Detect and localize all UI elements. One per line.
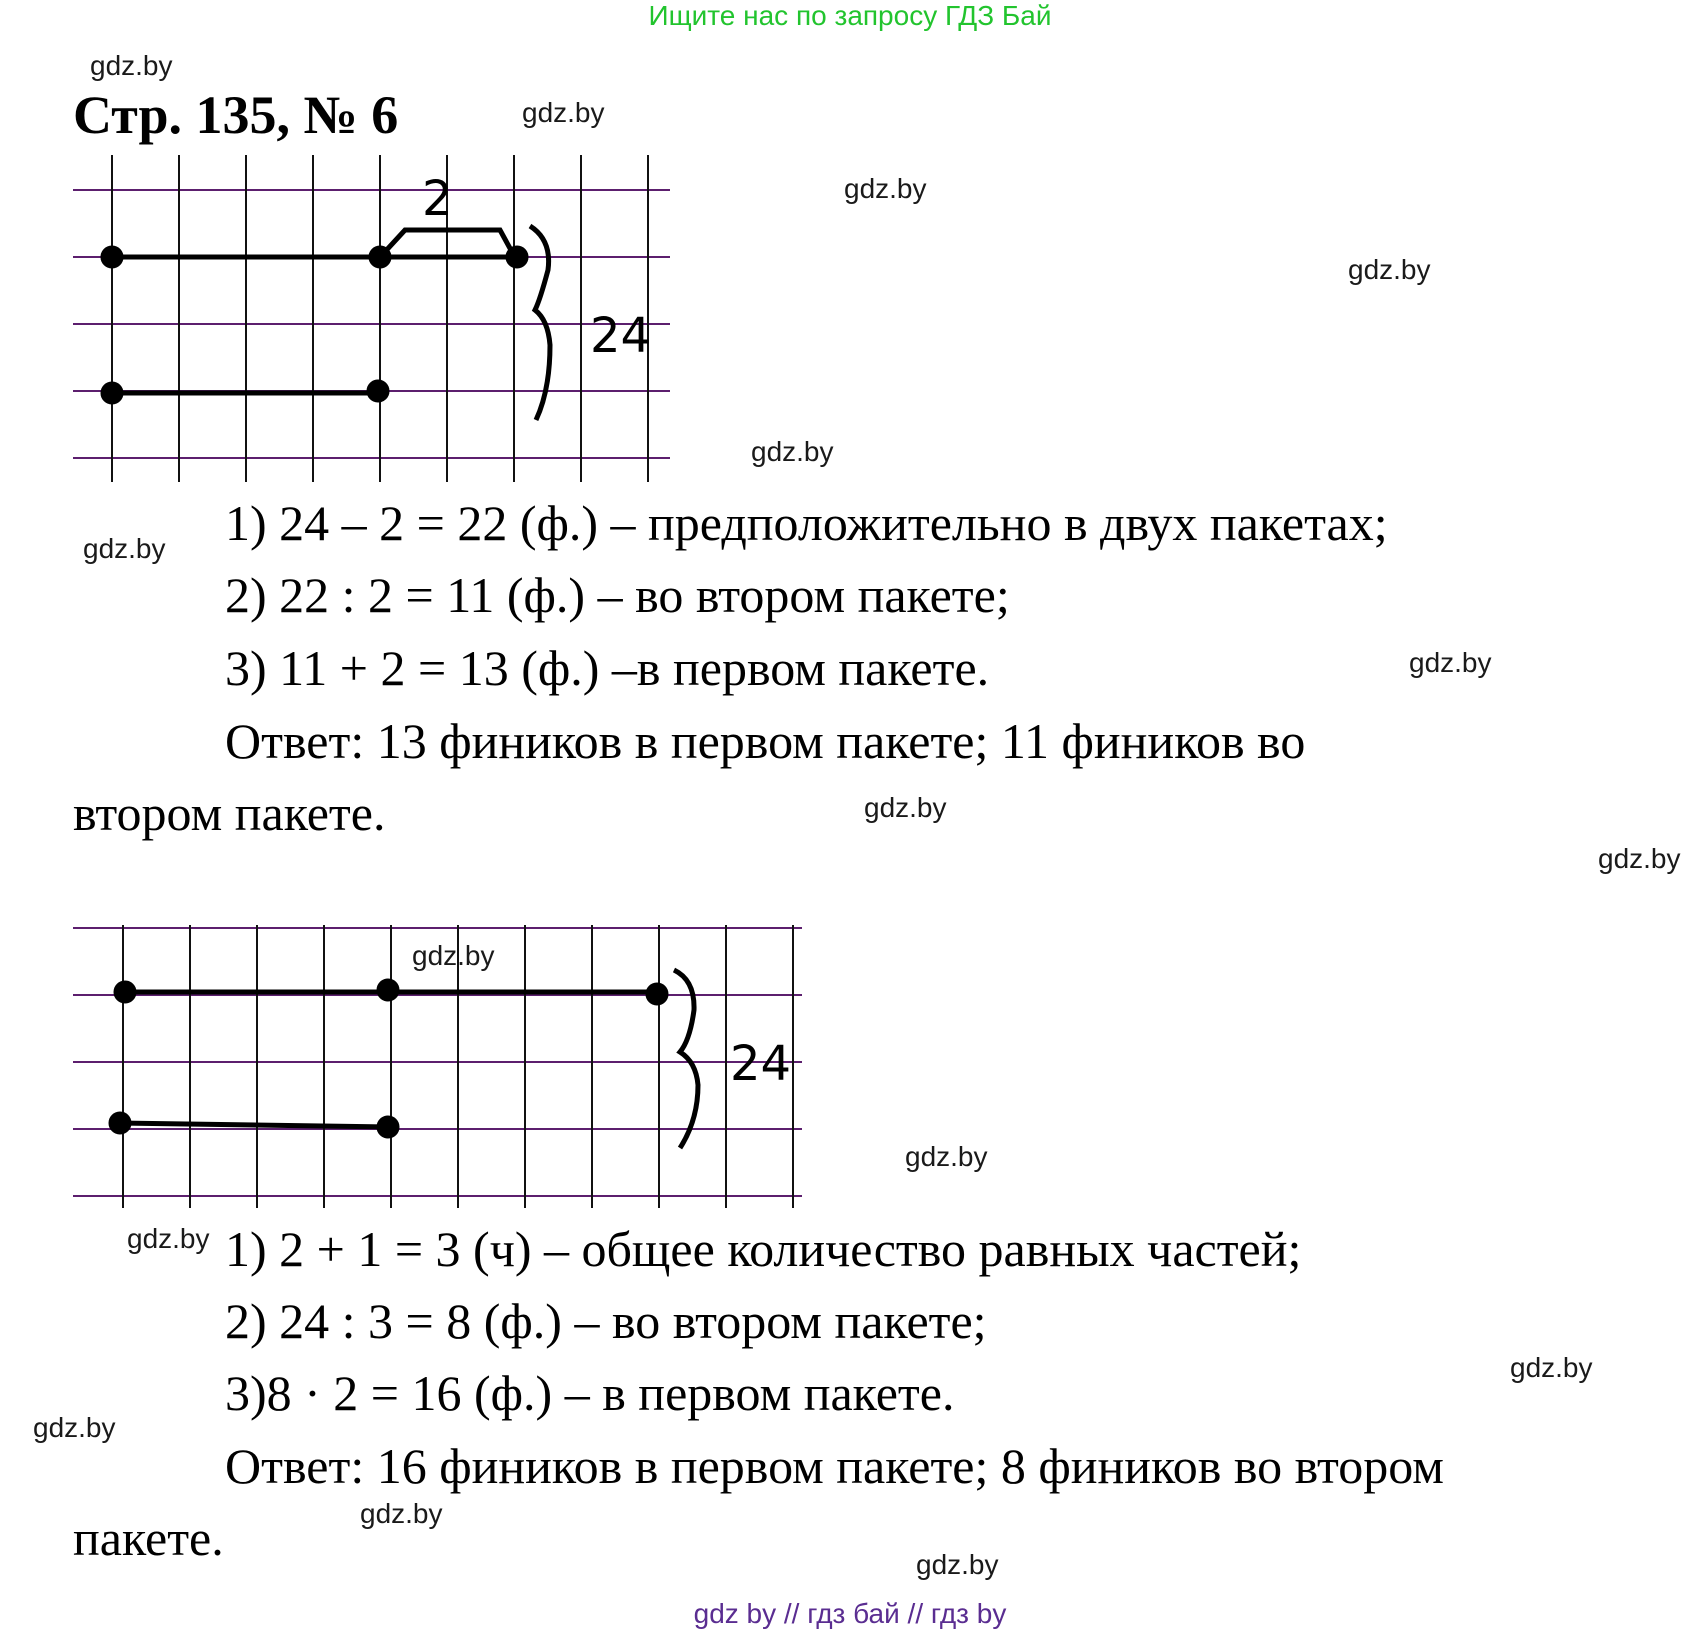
watermark: gdz.by	[1510, 1352, 1593, 1383]
watermark: gdz.by	[33, 1412, 116, 1443]
watermark: gdz.by	[916, 1549, 999, 1580]
solution-2-step-1: 1) 2 + 1 = 3 (ч) – общее количество равных частей;	[225, 1221, 1302, 1277]
watermark: gdz.by	[1348, 254, 1431, 285]
solution-1-answer-1: Ответ: 13 фиников в первом пакете; 11 фиников во	[225, 713, 1306, 769]
diagram-2-segments	[111, 981, 666, 1136]
diagram-1-label-24: 24	[590, 308, 652, 364]
point	[111, 1114, 129, 1132]
diagram-1-label-2: 2	[422, 171, 453, 227]
page-title: Стр. 135, № 6	[73, 85, 399, 145]
point	[379, 1118, 397, 1136]
watermark: gdz.by	[751, 436, 834, 467]
solution-1-step-1: 1) 24 – 2 = 22 (ф.) – предположительно в двух пакетах;	[225, 495, 1388, 551]
watermark: gdz.by	[412, 940, 495, 971]
watermark: gdz.by	[864, 792, 947, 823]
top-banner[interactable]: Ищите нас по запросу ГДЗ Бай	[648, 0, 1052, 31]
solution-1-step-3: 3) 11 + 2 = 13 (ф.) –в первом пакете.	[225, 640, 990, 696]
solution-2-step-3: 3)8 · 2 = 16 (ф.) – в первом пакете.	[225, 1365, 955, 1421]
watermark: gdz.by	[1598, 843, 1681, 874]
solution-1-step-2: 2) 22 : 2 = 11 (ф.) – во втором пакете;	[225, 567, 1010, 623]
brace-right	[674, 970, 698, 1148]
diagram-2-label-24: 24	[730, 1036, 792, 1092]
watermark: gdz.by	[83, 533, 166, 564]
watermark: gdz.by	[522, 97, 605, 128]
watermark: gdz.by	[1409, 647, 1492, 678]
solution-2-step-2: 2) 24 : 3 = 8 (ф.) – во втором пакете;	[225, 1293, 987, 1349]
segment-second-package	[120, 1123, 388, 1127]
watermark: gdz.by	[905, 1141, 988, 1172]
footer-links[interactable]: gdz by // гдз бай // гдз by	[693, 1598, 1007, 1629]
point	[116, 983, 134, 1001]
watermark: gdz.by	[844, 173, 927, 204]
solution-1-answer-2: втором пакете.	[73, 785, 386, 841]
watermark: gdz.by	[127, 1223, 210, 1254]
point	[379, 981, 397, 999]
point	[648, 985, 666, 1003]
solution-2-answer-2: пакете.	[73, 1510, 224, 1566]
solution-2-answer-1: Ответ: 16 фиников в первом пакете; 8 фиников во втором	[225, 1438, 1444, 1494]
watermark: gdz.by	[90, 50, 173, 81]
watermark: gdz.by	[360, 1498, 443, 1529]
